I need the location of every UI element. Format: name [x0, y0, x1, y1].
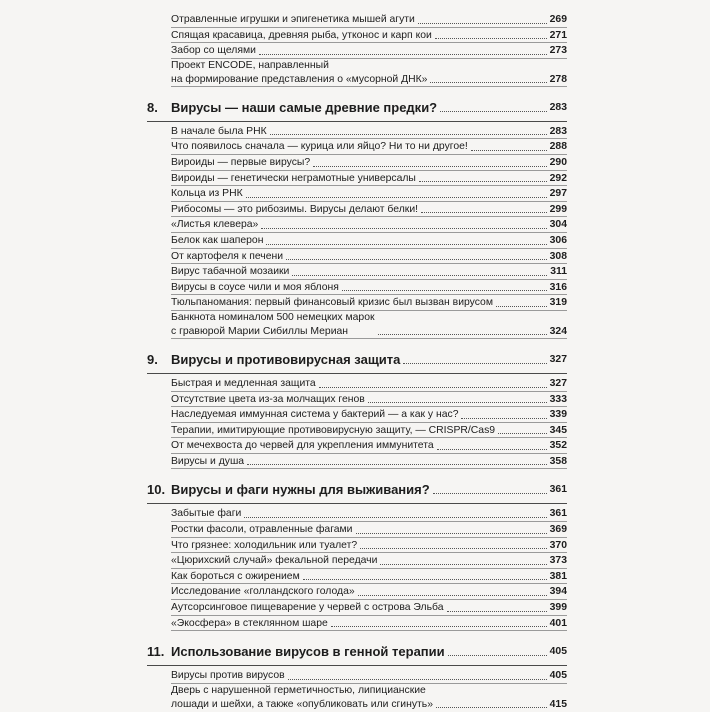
leader-dots — [437, 449, 547, 450]
toc-entry — [147, 311, 567, 339]
toc-entry-page: 361 — [549, 508, 567, 520]
toc-entry — [147, 538, 567, 554]
leader-dots — [331, 626, 547, 627]
leader-dots — [270, 134, 547, 135]
toc-entry-page: 415 — [549, 698, 567, 710]
leader-dots — [436, 707, 547, 708]
toc-entry — [147, 553, 567, 569]
leader-dots — [421, 212, 547, 213]
toc-entry — [147, 668, 567, 684]
toc-entry-title: Что грязнее: холодильник или туалет? — [171, 539, 358, 551]
toc-entry-title: От картофеля к печени — [171, 250, 284, 262]
toc-entry-title: Забор со щелями — [171, 45, 256, 57]
toc-entry — [147, 171, 567, 187]
leader-dots — [247, 464, 547, 465]
toc-entry-title: Вирусы в соусе чили и моя яблоня — [171, 281, 339, 293]
toc-entry-page: 297 — [549, 188, 567, 200]
toc-entry — [147, 12, 567, 28]
toc-entry-title: Банкнота номиналом 500 немецких марок с гравюрой Марии Сибиллы Мериан — [171, 311, 375, 337]
chapter-title: Вирусы — наши самые древние предки? — [171, 99, 438, 115]
toc-entry-title: Белок как шаперон — [171, 234, 264, 246]
toc-entry-page: 311 — [550, 266, 567, 278]
toc-entry — [147, 264, 567, 280]
leader-dots — [433, 493, 547, 494]
leader-dots — [378, 334, 547, 335]
toc-entry — [147, 295, 567, 311]
leader-dots — [342, 290, 547, 291]
toc-entry-page: 308 — [549, 250, 567, 262]
toc-entry-title: Тюльпаномания: первый финансовый кризис был вызван вирусом — [171, 297, 493, 309]
leader-dots — [286, 259, 547, 260]
leader-dots — [356, 533, 547, 534]
chapter-heading — [147, 631, 567, 666]
toc-entry-page: 405 — [549, 670, 567, 682]
toc-entry-page: 394 — [549, 586, 567, 598]
toc-entry — [147, 124, 567, 140]
toc-entry — [147, 600, 567, 616]
toc-entry-title: Наследуемая иммунная система у бактерий — а как у нас? — [171, 409, 459, 421]
toc-entry-title: Аутсорсинговое пищеварение у червей с острова Эльба — [171, 602, 444, 614]
leader-dots — [498, 433, 547, 434]
toc-entry-page: 324 — [549, 325, 567, 337]
toc-entry-page: 381 — [549, 570, 567, 582]
toc-entry-page: 273 — [549, 45, 567, 57]
toc-entry-page: 304 — [549, 219, 567, 231]
toc-entry — [147, 28, 567, 44]
chapter-page: 283 — [549, 101, 567, 113]
toc-entry — [147, 376, 567, 392]
toc-entry — [147, 233, 567, 249]
leader-dots — [288, 679, 547, 680]
chapter-heading — [147, 469, 567, 504]
leader-dots — [259, 54, 547, 55]
toc-entry-page: 269 — [549, 14, 567, 25]
toc-entry — [147, 139, 567, 155]
chapter-page: 361 — [549, 484, 567, 496]
toc-entry — [147, 522, 567, 538]
toc-entry-page: 288 — [549, 141, 567, 153]
table-of-contents — [147, 12, 567, 712]
leader-dots — [461, 418, 546, 419]
leader-dots — [368, 402, 547, 403]
toc-entry-title: Вироиды — первые вирусы? — [171, 156, 311, 168]
leader-dots — [471, 150, 547, 151]
leader-dots — [313, 166, 547, 167]
toc-entry-page: 401 — [549, 617, 567, 629]
toc-entry — [147, 584, 567, 600]
toc-entry — [147, 392, 567, 408]
toc-entry-title: «Экосфера» в стеклянном шаре — [171, 617, 328, 629]
toc-entry-page: 333 — [549, 393, 567, 405]
toc-entry-page: 319 — [549, 297, 567, 309]
toc-entry-title: Вирусы и душа — [171, 455, 245, 467]
toc-entry-page: 290 — [549, 156, 567, 168]
toc-entry-title: Кольца из РНК — [171, 188, 243, 200]
leader-dots — [292, 275, 547, 276]
leader-dots — [266, 244, 546, 245]
toc-entry — [147, 249, 567, 265]
toc-entry-title: Отравленные игрушки и эпигенетика мышей агути — [171, 14, 415, 25]
toc-entry-title: Проект ENCODE, направленный на формирование представления о «мусорной ДНК» — [171, 59, 428, 85]
toc-entry-page: 345 — [549, 424, 567, 436]
toc-entry-page: 292 — [549, 172, 567, 184]
chapter-number: 9. — [147, 351, 158, 367]
leader-dots — [244, 517, 546, 518]
toc-entry-title: Рибосомы — это рибозимы. Вирусы делают белки! — [171, 203, 419, 215]
leader-dots — [360, 548, 547, 549]
toc-entry — [147, 423, 567, 439]
toc-entry-title: Что появилось сначала — курица или яйцо? Ни то ни другое! — [171, 141, 468, 153]
toc-entry-title: Исследование «голландского голода» — [171, 586, 355, 598]
toc-entry-title: Забытые фаги — [171, 508, 242, 520]
toc-entry-page: 278 — [549, 73, 567, 85]
toc-entry-page: 352 — [549, 440, 567, 452]
toc-entry — [147, 684, 567, 712]
toc-entry-title: Быстрая и медленная защита — [171, 377, 316, 389]
leader-dots — [430, 82, 546, 83]
toc-entry-title: В начале была РНК — [171, 125, 267, 137]
leader-dots — [440, 111, 547, 112]
toc-entry — [147, 569, 567, 585]
leader-dots — [358, 595, 547, 596]
leader-dots — [303, 579, 547, 580]
toc-entry-title: Ростки фасоли, отравленные фагами — [171, 524, 353, 536]
chapter-page: 405 — [549, 646, 567, 658]
toc-entry-title: Дверь с нарушенной герметичностью, липицианские лошади и шейхи, а также «опубликовать или сгинуть» — [171, 684, 433, 710]
chapter-heading — [147, 87, 567, 122]
toc-entry-page: 299 — [549, 203, 567, 215]
toc-entry — [147, 280, 567, 296]
toc-entry — [147, 202, 567, 218]
leader-dots — [496, 306, 547, 307]
leader-dots — [418, 23, 547, 24]
chapter-page: 327 — [549, 353, 567, 365]
toc-entry — [147, 506, 567, 522]
toc-entry-page: 306 — [549, 234, 567, 246]
chapter-title: Вирусы и противовирусная защита — [171, 351, 401, 367]
toc-entry-page: 370 — [549, 539, 567, 551]
leader-dots — [261, 228, 546, 229]
toc-entry-page: 327 — [549, 377, 567, 389]
chapter-heading — [147, 339, 567, 374]
leader-dots — [246, 197, 547, 198]
toc-entry-title: Вирус табачной мозаики — [171, 266, 290, 278]
leader-dots — [319, 387, 547, 388]
toc-entry-title: От мечехвоста до червей для укрепления иммунитета — [171, 440, 434, 452]
toc-entry-title: Терапии, имитирующие противовирусную защиту, — CRISPR/Cas9 — [171, 424, 496, 436]
toc-entry-page: 373 — [549, 555, 567, 567]
toc-entry-title: Вирусы против вирусов — [171, 670, 285, 682]
toc-entry — [147, 407, 567, 423]
toc-entry — [147, 186, 567, 202]
toc-entry-title: Вироиды — генетически неграмотные универсалы — [171, 172, 416, 184]
toc-entry-page: 339 — [549, 409, 567, 421]
chapter-number: 10. — [147, 482, 166, 498]
toc-entry-page: 283 — [549, 125, 567, 137]
toc-entry — [147, 454, 567, 470]
toc-entry — [147, 59, 567, 87]
chapter-title: Использование вирусов в генной терапии — [171, 644, 445, 660]
leader-dots — [419, 181, 547, 182]
toc-entry-title: Как бороться с ожирением — [171, 570, 300, 582]
toc-entry-page: 369 — [549, 524, 567, 536]
toc-entry-page: 316 — [549, 281, 567, 293]
chapter-number: 11. — [147, 644, 165, 660]
toc-entry — [147, 155, 567, 171]
toc-entry — [147, 616, 567, 632]
leader-dots — [447, 611, 547, 612]
leader-dots — [380, 564, 546, 565]
chapter-number: 8. — [147, 99, 158, 115]
toc-entry-page: 399 — [549, 602, 567, 614]
toc-entry-page: 358 — [549, 455, 567, 467]
toc-entry-page: 271 — [549, 29, 567, 41]
leader-dots — [448, 655, 547, 656]
toc-entry — [147, 438, 567, 454]
chapter-title: Вирусы и фаги нужны для выживания? — [171, 482, 430, 498]
leader-dots — [403, 363, 546, 364]
toc-entry-title: Отсутствие цвета из-за молчащих генов — [171, 393, 365, 405]
toc-entry-title: Спящая красавица, древняя рыба, утконос и карп кои — [171, 29, 432, 41]
toc-entry-title: «Цюрихский случай» фекальной передачи — [171, 555, 378, 567]
toc-entry-title: «Листья клевера» — [171, 219, 259, 231]
toc-entry — [147, 217, 567, 233]
leader-dots — [435, 38, 547, 39]
toc-entry — [147, 43, 567, 59]
